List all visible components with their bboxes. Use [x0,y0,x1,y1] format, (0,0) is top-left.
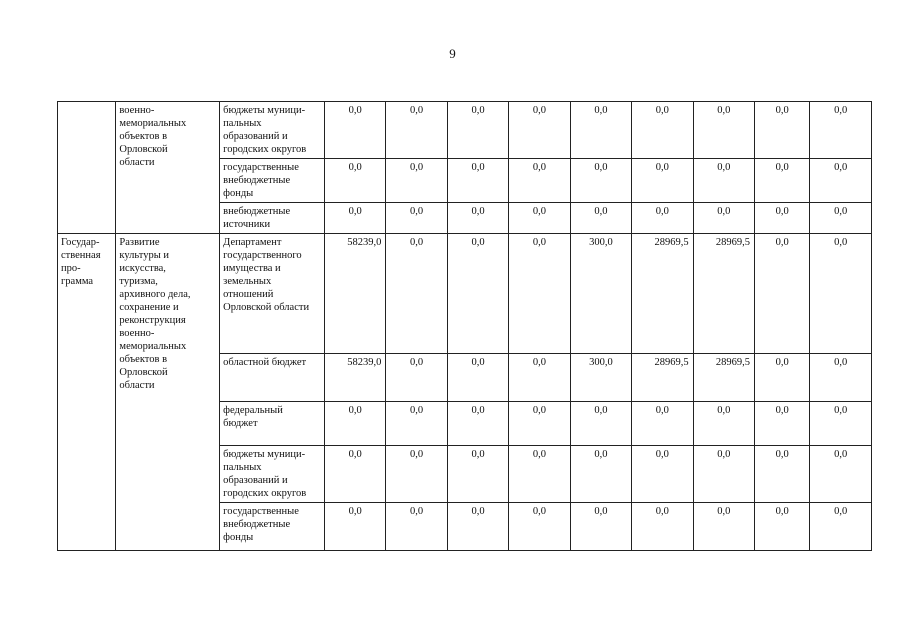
value-cell: 0,0 [509,503,570,551]
value-cell: 28969,5 [632,234,693,354]
value-cell: 0,0 [632,102,693,159]
value-cell: 0,0 [509,354,570,402]
budget-table [57,101,872,551]
value-cell: 0,0 [570,402,631,446]
value-cell: 0,0 [570,203,631,234]
value-cell: 0,0 [810,446,872,503]
value-cell: 0,0 [509,402,570,446]
value-cell: 0,0 [810,203,872,234]
value-cell: 0,0 [693,503,754,551]
funding-source-cell: внебюджетные источники [220,203,325,234]
value-cell: 0,0 [447,354,508,402]
value-cell: 0,0 [755,402,810,446]
value-cell: 0,0 [693,102,754,159]
value-cell: 58239,0 [324,354,385,402]
value-cell: 0,0 [447,503,508,551]
table-row [58,234,872,354]
value-cell: 0,0 [447,102,508,159]
value-cell: 300,0 [570,234,631,354]
value-cell: 0,0 [755,503,810,551]
program-type-cell: Государ- ственная про- грамма [58,234,116,551]
value-cell: 0,0 [570,159,631,203]
value-cell: 0,0 [509,446,570,503]
value-cell: 0,0 [324,446,385,503]
value-cell: 0,0 [324,102,385,159]
value-cell: 0,0 [755,354,810,402]
value-cell: 0,0 [447,203,508,234]
value-cell: 0,0 [632,203,693,234]
value-cell: 0,0 [693,159,754,203]
value-cell: 0,0 [755,234,810,354]
value-cell: 0,0 [810,354,872,402]
value-cell: 0,0 [570,503,631,551]
funding-source-cell: бюджеты муници- пальных образований и городских округов [220,102,325,159]
value-cell: 0,0 [755,446,810,503]
value-cell: 28969,5 [632,354,693,402]
page-number: 9 [449,46,456,61]
value-cell: 0,0 [447,159,508,203]
value-cell: 0,0 [632,402,693,446]
table-row [58,102,872,159]
value-cell: 0,0 [570,446,631,503]
value-cell: 0,0 [509,102,570,159]
value-cell: 0,0 [693,446,754,503]
funding-source-cell: областной бюджет [220,354,325,402]
value-cell: 0,0 [447,402,508,446]
value-cell: 0,0 [810,503,872,551]
value-cell: 0,0 [447,446,508,503]
value-cell: 0,0 [509,159,570,203]
value-cell: 0,0 [386,446,447,503]
value-cell: 0,0 [509,203,570,234]
program-type-cell [58,102,116,234]
funding-source-cell: государственные внебюджетные фонды [220,159,325,203]
value-cell: 0,0 [570,102,631,159]
value-cell: 0,0 [693,402,754,446]
value-cell: 0,0 [632,446,693,503]
value-cell: 0,0 [693,203,754,234]
table-body [58,102,872,551]
value-cell: 0,0 [810,102,872,159]
value-cell: 28969,5 [693,354,754,402]
value-cell: 28969,5 [693,234,754,354]
value-cell: 0,0 [324,159,385,203]
value-cell: 300,0 [570,354,631,402]
value-cell: 0,0 [632,503,693,551]
funding-source-cell: Департамент государственного имущества и земельных отношений Орловской области [220,234,325,354]
value-cell: 0,0 [386,102,447,159]
value-cell: 0,0 [386,354,447,402]
value-cell: 0,0 [324,203,385,234]
value-cell: 0,0 [755,159,810,203]
value-cell: 0,0 [324,402,385,446]
value-cell: 0,0 [755,203,810,234]
program-name-cell: военно- мемориальных объектов в Орловской области [116,102,220,234]
value-cell: 0,0 [324,503,385,551]
value-cell: 0,0 [810,402,872,446]
value-cell: 0,0 [810,159,872,203]
value-cell: 0,0 [632,159,693,203]
value-cell: 0,0 [386,159,447,203]
value-cell: 0,0 [810,234,872,354]
value-cell: 0,0 [386,503,447,551]
program-name-cell: Развитие культуры и искусства, туризма, архивного дела, сохранение и реконструкция военно- мемориальных объектов в Орловской области [116,234,220,551]
value-cell: 0,0 [509,234,570,354]
value-cell: 0,0 [386,234,447,354]
value-cell: 0,0 [386,402,447,446]
value-cell: 58239,0 [324,234,385,354]
funding-source-cell: бюджеты муници- пальных образований и городских округов [220,446,325,503]
value-cell: 0,0 [755,102,810,159]
funding-source-cell: федеральный бюджет [220,402,325,446]
value-cell: 0,0 [447,234,508,354]
value-cell: 0,0 [386,203,447,234]
funding-source-cell: государственные внебюджетные фонды [220,503,325,551]
